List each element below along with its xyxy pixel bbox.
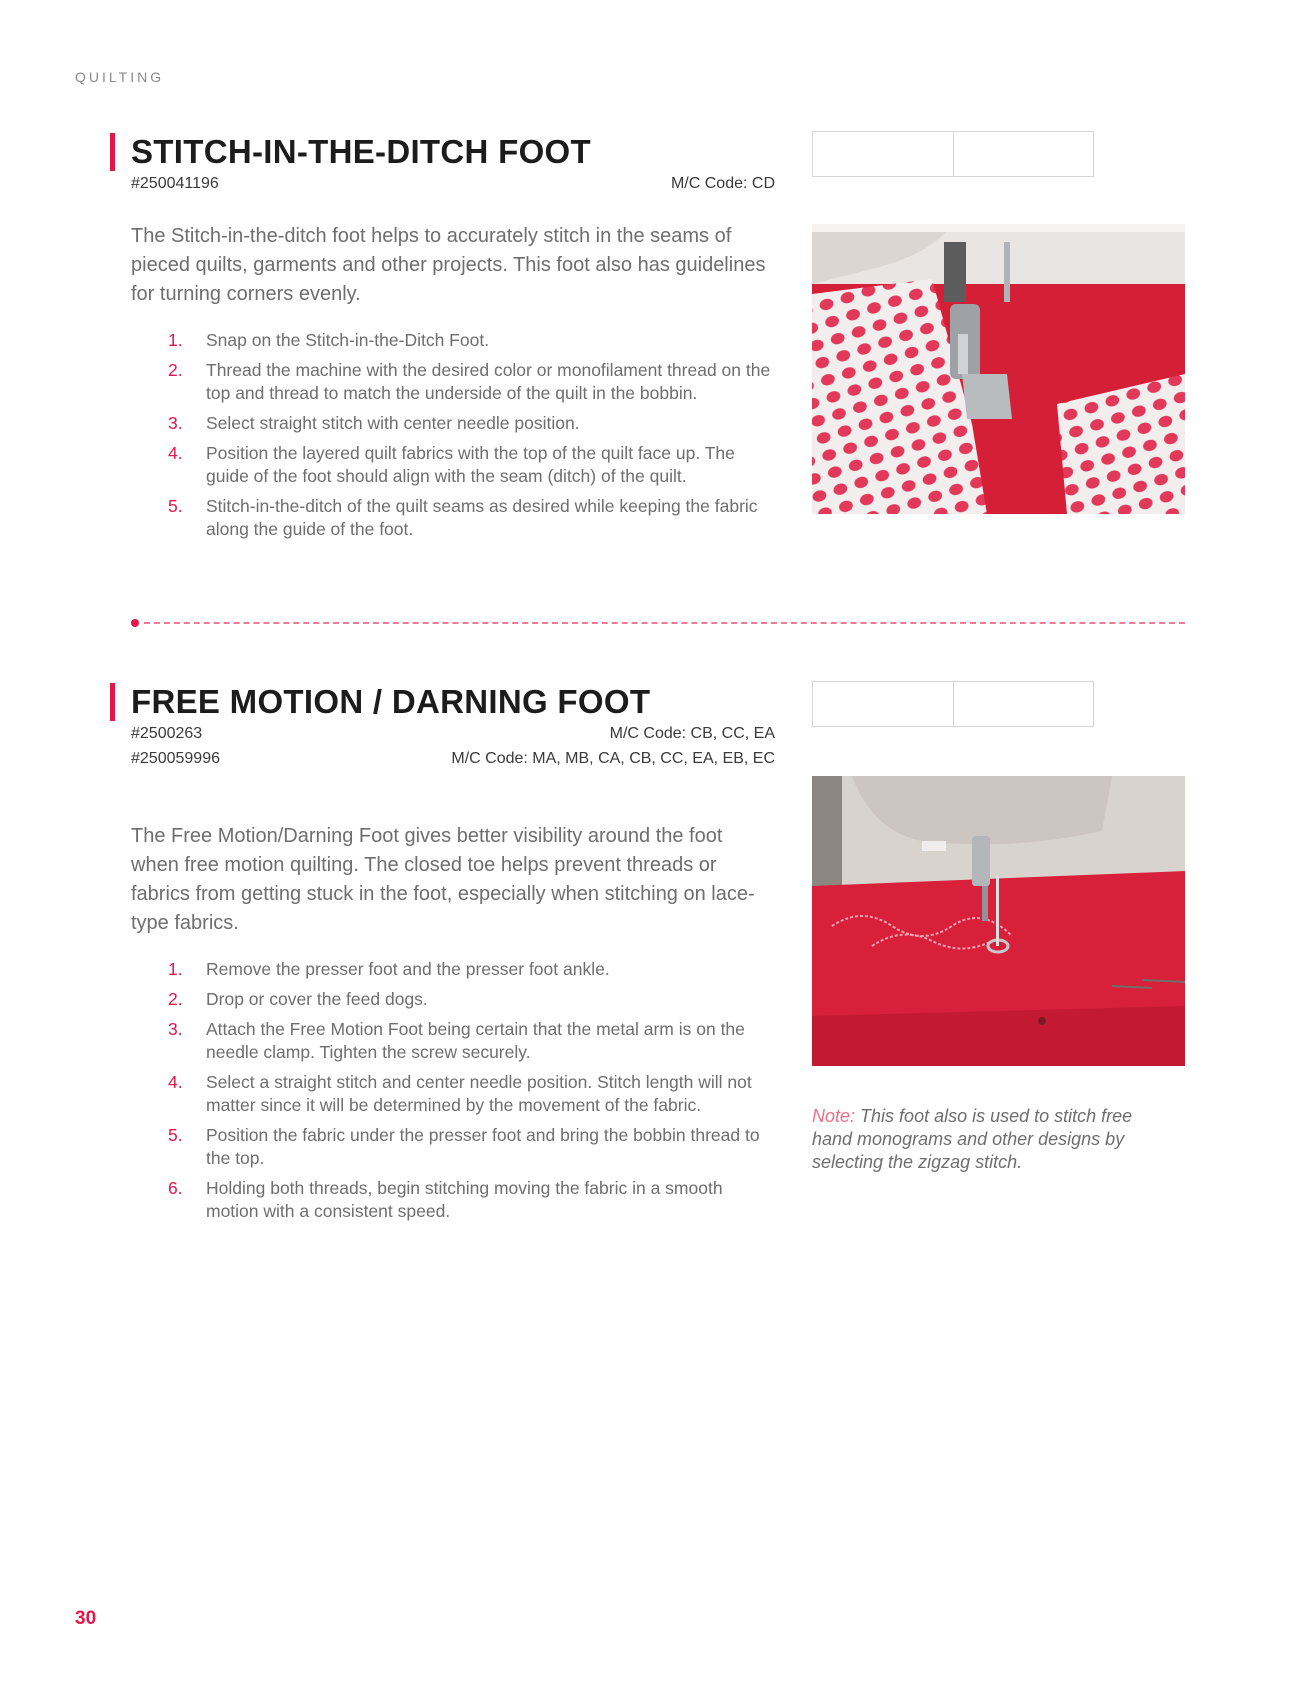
steps-list — [168, 958, 778, 1230]
step-number: 4. — [168, 1072, 183, 1092]
code-box — [953, 682, 1094, 726]
machine-code-boxes — [812, 131, 1094, 177]
running-head: QUILTING — [75, 69, 165, 85]
free-motion-foot-photo — [812, 776, 1185, 1066]
step-item — [168, 1071, 778, 1117]
code-box — [813, 682, 953, 726]
divider-dot — [131, 619, 139, 627]
step-item — [168, 958, 778, 981]
step-text: Thread the machine with the desired color or monofilament thread on the top and thread to match the underside of the quilt in the bobbin. — [206, 360, 771, 403]
step-number: 1. — [168, 330, 183, 350]
page-number: 30 — [75, 1608, 97, 1629]
step-number: 2. — [168, 989, 183, 1009]
step-number: 4. — [168, 443, 183, 463]
step-text: Stitch-in-the-ditch of the quilt seams as desired while keeping the fabric along the guide of the foot. — [206, 496, 758, 539]
step-item — [168, 1124, 778, 1170]
step-item — [168, 1177, 778, 1223]
step-text: Attach the Free Motion Foot being certain that the metal arm is on the needle clamp. Tighten the screw securely. — [206, 1019, 745, 1062]
step-item — [168, 329, 778, 352]
title-accent-bar — [110, 683, 115, 721]
machine-code: M/C Code: CB, CC, EA — [609, 725, 775, 742]
sku-row — [131, 175, 775, 197]
step-item — [168, 412, 778, 435]
steps-list — [168, 329, 778, 548]
step-text: Snap on the Stitch-in-the-Ditch Foot. — [206, 330, 490, 350]
step-number: 5. — [168, 496, 183, 516]
sku-number: #250059996 — [131, 750, 220, 767]
machine-code: M/C Code: CD — [670, 175, 775, 192]
step-item — [168, 1018, 778, 1064]
step-text: Drop or cover the feed dogs. — [206, 989, 428, 1009]
step-number: 3. — [168, 413, 183, 433]
stitch-in-the-ditch-photo — [812, 224, 1185, 514]
step-text: Position the fabric under the presser foot and bring the bobbin thread to the top. — [206, 1125, 760, 1168]
machine-code: M/C Code: MA, MB, CA, CB, CC, EA, EB, EC — [451, 750, 775, 767]
note — [812, 1105, 1172, 1174]
section-description: The Stitch-in-the-ditch foot helps to accurately stitch in the seams of pieced quilts, garments and other projects. This foot also has guidelines for turning corners evenly. — [131, 225, 766, 305]
machine-code-boxes — [812, 681, 1094, 727]
sku-row — [131, 725, 775, 747]
step-number: 3. — [168, 1019, 183, 1039]
note-label: Note: — [812, 1106, 856, 1126]
step-number: 6. — [168, 1178, 183, 1198]
step-text: Select straight stitch with center needle position. — [206, 413, 580, 433]
step-text: Position the layered quilt fabrics with the top of the quilt face up. The guide of the foot should align with the seam (ditch) of the quilt. — [206, 443, 735, 486]
step-text: Holding both threads, begin stitching moving the fabric in a smooth motion with a consistent speed. — [206, 1178, 723, 1221]
step-number: 1. — [168, 959, 183, 979]
note-text: This foot also is used to stitch free hand monograms and other designs by selecting the zigzag stitch. — [812, 1106, 1133, 1172]
section-title: STITCH-IN-THE-DITCH FOOT — [131, 133, 591, 170]
step-item — [168, 495, 778, 541]
section-divider — [131, 618, 1185, 628]
step-text: Select a straight stitch and center needle position. Stitch length will not matter since it will be determined by the movement of the fabric. — [206, 1072, 752, 1115]
step-number: 5. — [168, 1125, 183, 1145]
step-item — [168, 442, 778, 488]
sku-row — [131, 750, 775, 772]
section-title: FREE MOTION / DARNING FOOT — [131, 683, 651, 720]
step-number: 2. — [168, 360, 183, 380]
step-item — [168, 988, 778, 1011]
sku-number: #250041196 — [131, 175, 219, 192]
step-text: Remove the presser foot and the presser foot ankle. — [206, 959, 610, 979]
title-accent-bar — [110, 133, 115, 171]
code-box — [813, 132, 953, 176]
section-description: The Free Motion/Darning Foot gives better visibility around the foot when free motion quilting. The closed toe helps prevent threads or fabrics from getting stuck in the foot, especially when stitching on lace-type fabrics. — [131, 825, 755, 934]
divider-line — [144, 622, 1185, 624]
sku-number: #2500263 — [131, 725, 203, 742]
code-box — [953, 132, 1094, 176]
step-item — [168, 359, 778, 405]
